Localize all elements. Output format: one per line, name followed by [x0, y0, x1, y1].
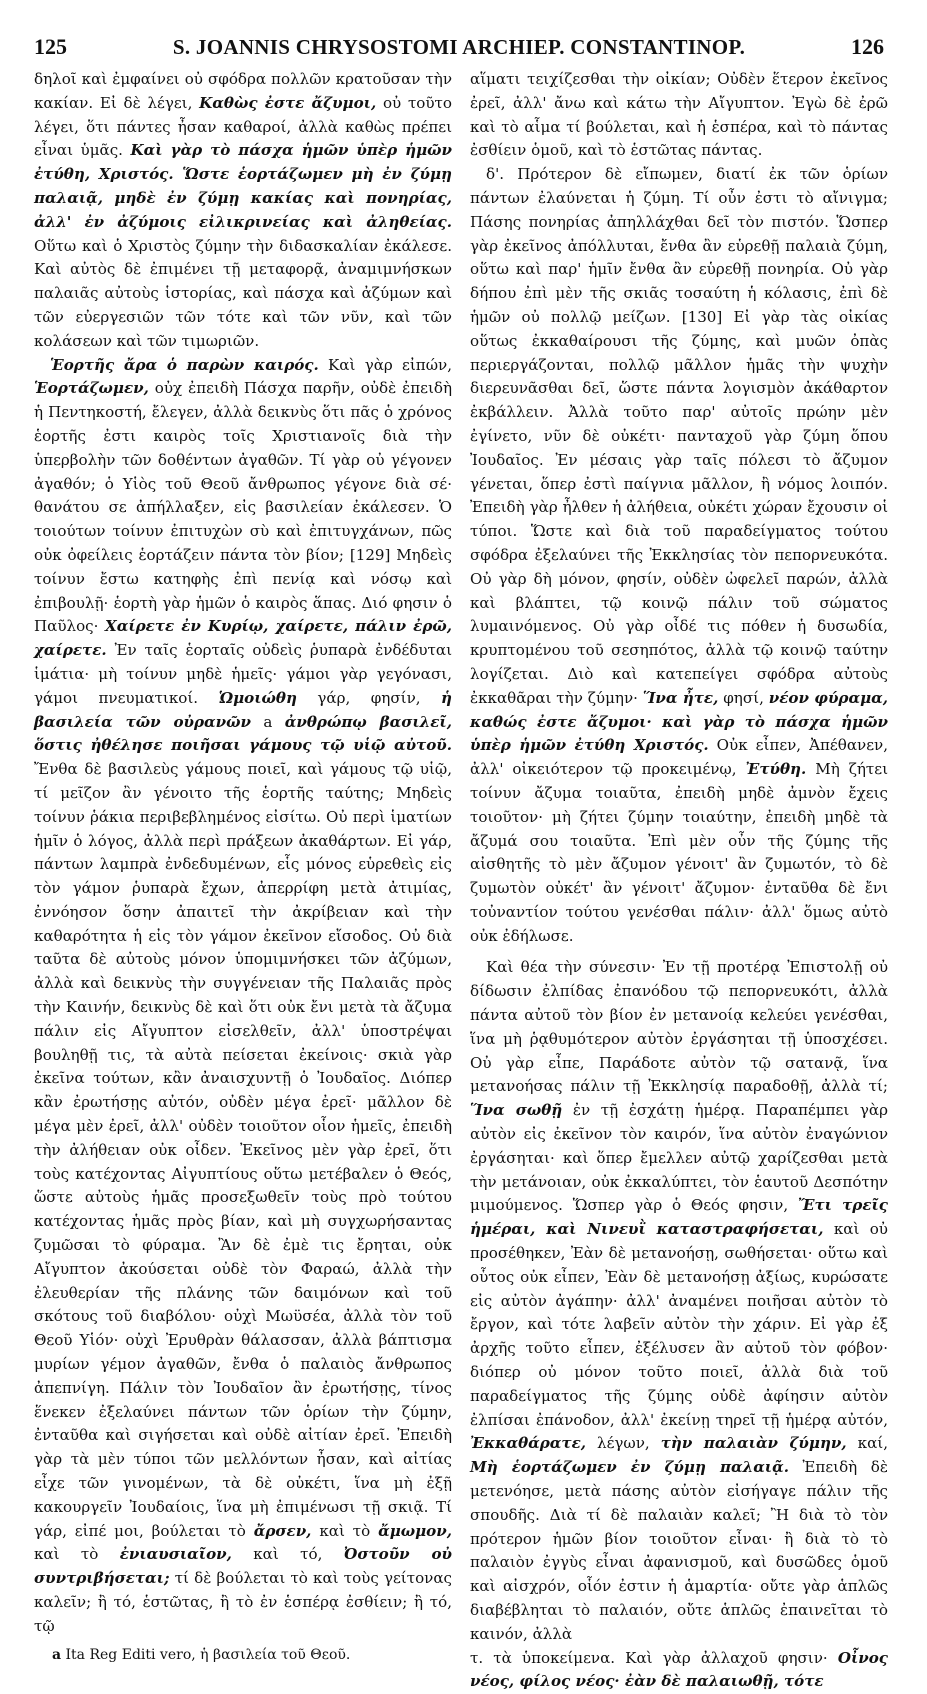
emphasis: Ἐτύθη. — [745, 760, 807, 779]
emphasis: Καθὼς ἐστε ἄζυμοι, — [199, 93, 377, 112]
footnote-text: Ita Reg Editi vero, ἡ βασιλεία τοῦ Θεοῦ. — [61, 1646, 351, 1663]
emphasis: τὴν παλαιὰν ζύμην, — [660, 1434, 847, 1453]
text-run: Ἔνθα δὲ βασιλεὺς γάμους ποιεῖ, καὶ γάμους τῷ υἱῷ, τί μεῖζον ἂν γένοιτο τῆς ἑορτῆς ταύτης; Μηδεὶς τοίνυν ῥάκια περιβεβλημένος εἰσίτω. Οὐ περὶ ἱματίων ἡμῖν ὁ λόγος, ἀλλὰ περὶ πράξεων ἀκαθάρτων. Εἰ γάρ, πάντων λαμπρὰ ἐνδεδυμένων, εἷς μόνος εὑρεθεὶς εἰς τὸν γάμον ῥυπαρὰ ἔχων, ἀπερρίφη μετὰ ἀτιμίας, ἐννόησον ὅσην ἀπαιτεῖ τὴν ἀκρίβειαν καὶ τὴν καθαρότητα ἡ εἰς τὸν γάμον ἐκεῖνον εἴσοδος. Οὐ διὰ ταῦτα δὲ αὐτοὺς μόνον ὑπομιμνήσκει τῶν ἀζύμων, ἀλλὰ καὶ δεικνὺς τὴν συγγένειαν τῆς Παλαιᾶς πρὸς τὴν Καινήν, δεικνὺς δὲ καὶ ὅτι οὐκ ἔνι μετὰ τὰ ἄζυμα πάλιν εἰς Αἴγυπτον εἰσελθεῖν, ἀλλ' ὑποστρέψαι βουληθῇ τις, τὰ αὐτὰ πείσεται ἐκείνοις· σκιὰ γὰρ ἐκεῖνα τούτων, κἂν ἀναισχυντῇ ὁ Ἰουδαῖος. Διόπερ κἂν ἐρωτήσῃς αὐτόν, οὐδὲν μέγα ἐρεῖ· μᾶλλον δὲ μέγα μὲν ἐρεῖ, ἀλλ' οὐδὲν τοιοῦτον οἷον ἡμεῖς, ἐπειδὴ τὴν ἀλήθειαν οὐκ οἶδεν. Ἐκεῖνος μὲν γὰρ ἐρεῖ, ὅτι τοὺς κατέχοντας Αἰγυπτίους οὕτω μετέβαλεν ὁ Θεός, ὥστε αὐτοὺς ἡμᾶς προσεξωθεῖν τοὺς πρὸ τούτου κατέχοντας ἡμᾶς πρὸς βίαν, καὶ μὴ συγχωρήσαντας ζυμῶσαι τὸ φύραμα. Ἂν δὲ ἐμὲ τις ἔρηται, οὐκ Αἴγυπτον ἀκούσεται οὐδὲ τὸν Φαραώ, ἀλλὰ τὴν ἐλευθερίαν τῆς πλάνης τῶν δαιμόνων καὶ τοῦ σκότους τοῦ διαβόλου· οὐχὶ Μωϋσέα, ἀλλὰ τὸν τοῦ Θεοῦ Υἱόν· οὐχὶ Ἐρυθρὰν θάλασσαν, ἀλλὰ βάπτισμα μυρίων γέμον ἀγαθῶν, ἔνθα ὁ παλαιὸς ἄνθρωπος ἀπεπνίγη. Πάλιν τὸν Ἰουδαῖον ἂν ἐρωτήσῃς, τίνος ἕνεκεν ἐξελαύνει πάντων τῶν ὁρίων τὴν ζύμην, ἐνταῦθα καὶ σιγήσεται καὶ οὐδὲ αἰτίαν ἐρεῖ. Ἐπειδὴ γὰρ τὰ μὲν τύποι τῶν μελλόντων ἦσαν, καὶ αἰτίας εἶχε τῶν γινομένων, τὰ δὲ οὐκέτι, ἵνα μὴ ἐξῇ κακουργεῖν Ἰουδαίοις, ἵνα μὴ ἐπιμένωσι τῇ σκιᾷ. Τί γάρ, εἰπέ μοι, βούλεται τὸ — [34, 760, 452, 1540]
text-run: γάρ, φησίν, — [296, 688, 442, 707]
footnote — [34, 1645, 452, 1665]
paragraph — [470, 956, 888, 1646]
emphasis: ἡ βασιλεία τῶν οὐρανῶν — [34, 688, 452, 731]
text-run: αἵματι τειχίζεσθαι τὴν οἰκίαν; Οὐδὲν ἕτερον ἐκεῖνος ἐρεῖ, ἀλλ' ἄνω καὶ κάτω τὴν Αἴγυπτον. Ἐγὼ δὲ ἐρῶ καὶ τὸ αἷμα τί βούλεται, καὶ ἡ ἑσπέρα, καὶ τὸ πάντας ἐσθίειν ὁμοῦ, καὶ τὸ ἑστῶτας πάντας. — [470, 70, 888, 160]
emphasis: Ἑορτάζωμεν, — [34, 379, 149, 398]
text-run: Οὕτω καὶ ὁ Χριστὸς ζύμην τὴν διδασκαλίαν ἐκάλεσε. Καὶ αὐτὸς δὲ ἐπιμένει τῇ μεταφορᾷ, ἀναμιμνήσκων παλαιᾶς αὐτοὺς ἱστορίας, καὶ πάσχα καὶ ἀζύμων καὶ τῶν εὐεργεσιῶν τῶν τότε καὶ τῶν νῦν, καὶ τῶν κολάσεων καὶ τῶν τιμωριῶν. — [34, 236, 452, 350]
scripture-quote: Καὶ γὰρ τὸ πάσχα ἡμῶν ὑπὲρ ἡμῶν ἐτύθη, Χριστός. Ὥστε ἑορτάζωμεν μὴ ἐν ζύμῃ παλαιᾷ, μηδὲ ἐν ζύμῃ κακίας καὶ πονηρίας, ἀλλ' ἐν ἀζύμοις εἰλικρινείας καὶ ἀληθείας. — [34, 141, 452, 231]
emphasis: ἄμωμον, — [378, 1521, 452, 1540]
signature-mark: τ. — [470, 1648, 484, 1667]
closing-line — [470, 1647, 888, 1694]
text-run: τί δὲ βούλεται τὸ καὶ τοὺς γείτονας καλεῖν; ἢ τό, ἑστῶτας, ἢ τὸ ἐν ἑσπέρᾳ ἐσθίειν; ἢ τό, τῷ — [34, 1569, 452, 1635]
footnote-label: a — [52, 1646, 62, 1663]
text-run: Ἐν ταῖς ἑορταῖς οὐδεὶς ῥυπαρὰ ἐνδέδυται ἱμάτια· μὴ τοίνυν μηδὲ ἡμεῖς· γάμοι γὰρ γεγόνασι, γάμοι πνευματικοί. — [34, 641, 452, 707]
emphasis: Ἵνα ἦτε, — [642, 688, 719, 707]
text-run: λέγων, — [586, 1434, 661, 1453]
scripture-quote: ἀνθρώπῳ βασιλεῖ, ὅστις ἠθέλησε ποιῆσαι γάμους τῷ υἱῷ αὐτοῦ. — [34, 712, 452, 755]
emphasis: ἐνιαυσιαῖον, — [119, 1545, 232, 1564]
text-run: Ἐπειδὴ δὲ μετενόησε, μετὰ πάσης αὐτὸν εἰσήγαγε πάλιν τῆς σπουδῆς. Διὰ τί δὲ παλαιὰν καλεῖ; Ἢ διὰ τὸ τὸν πρότερον ἡμῶν βίον τοιοῦτον εἶναι· ἢ διὰ τὸ τὸ παλαιὸν ἐγγὺς εἶναι ἀφανισμοῦ, καὶ δυσῶδες ὁμοῦ καὶ αἰσχρόν, οἷόν ἐστιν ἡ ἁμαρτία· οὔτε γὰρ ἁπλῶς διαβέβληται τὸ παλαιόν, οὔτε ἁπλῶς ἐπαινεῖται τὸ καινόν, ἀλλὰ — [470, 1458, 888, 1643]
emphasis: Ἵνα σωθῇ — [470, 1101, 563, 1120]
scripture-quote: Οἶνος νέος, φίλος νέος· ἐὰν δὲ παλαιωθῇ, τότε — [470, 1648, 888, 1691]
text-run: ἐν τῇ ἐσχάτῃ ἡμέρᾳ. Παραπέμπει γὰρ αὐτὸν εἰς ἐκεῖνον τὸν καιρόν, ἵνα αὐτὸν ἐναγώνιον ἐργάσηται· καὶ ὅπερ ἔμελλεν αὐτῷ χαρίζεσθαι μετὰ τὴν μετάνοιαν, οὐκ ἐκκαλύπτει, τὸν ἑαυτοῦ Δεσπότην μιμούμενος. Ὥσπερ γὰρ ὁ Θεός φησιν, — [470, 1101, 888, 1215]
paragraph — [470, 68, 888, 163]
scripture-quote: Ὀστοῦν οὐ συντριβήσεται; — [34, 1545, 452, 1588]
paragraph — [34, 68, 452, 354]
text-run: καί, — [846, 1434, 888, 1453]
text-run: Καὶ θέα τὴν σύνεσιν· Ἐν τῇ προτέρᾳ Ἐπιστολῇ οὐ δίδωσιν ἐλπίδας ἐπανόδου τῷ πεπορνευκότι, ἀλλὰ πάντα αὐτοῦ τὸν βίον ἐν μετανοίᾳ κελεύει γενέσθαι, ἵνα μὴ ῥᾳθυμότερον αὐτὸν ἐργάσηται τῇ ὑποσχέσει. Οὐ γὰρ εἶπε, Παράδοτε αὐτὸν τῷ σατανᾷ, ἵνα μετανοήσας πάλιν τῇ Ἐκκλησίᾳ παραδοθῇ, ἀλλὰ τί; — [470, 958, 888, 1096]
scripture-quote: Χαίρετε ἐν Κυρίῳ, χαίρετε, πάλιν ἐρῶ, χαίρετε. — [34, 617, 452, 660]
paragraph — [34, 354, 452, 1639]
emphasis: Ἑορτῆς ἄρα ὁ παρὼν καιρός. — [50, 355, 319, 374]
text-run: καὶ τὸ — [311, 1521, 379, 1540]
text-run: δηλοῖ καὶ ἐμφαίνει οὐ σφόδρα πολλῶν κρατοῦσαν τὴν κακίαν. Εἰ δὲ λέγει, — [34, 70, 452, 112]
right-column — [470, 68, 889, 1691]
paragraph — [470, 163, 888, 948]
scripture-quote: Μὴ ἑορτάζωμεν ἐν ζύμῃ παλαιᾷ. — [470, 1458, 789, 1477]
text-run: Καὶ γὰρ εἰπών, — [318, 355, 452, 374]
text-run: δ'. Πρότερον δὲ εἴπωμεν, διατί ἐκ τῶν ὁρίων πάντων ἐλαύνεται ἡ ζύμη. Τί οὖν ἐστι τὸ αἴνιγμα; Πάσης πονηρίας ἀπηλλάχθαι δεῖ τὸν πιστόν. Ὥσπερ γὰρ ἐκεῖνος ἀπόλλυται, ἔνθα ἂν εὑρεθῇ παλαιὰ ζύμη, οὕτω καὶ παρ' ἡμῖν ἔνθα ἂν εὑρεθῇ πονηρία. Οὐ γὰρ δήπου ἐπὶ μὲν τῆς σκιᾶς τοσαύτη ἡ κόλασις, ἐπὶ δὲ ἡμῶν οὐ πολλῷ μείζων. [130] Εἰ γὰρ τὰς οἰκίας οὕτως ἐκκαθαίρουσι τῆς ζύμης, καὶ μυῶν ὀπὰς περιεργάζονται, πολλῷ μᾶλλον ἡμᾶς τὴν ψυχὴν διερευνᾶσθαι δεῖ, ὥστε πάντα λογισμὸν ἀκάθαρτον ἐκβάλλειν. Ἀλλὰ τοῦτο παρ' αὐτοῖς πρώην μὲν ἐγίνετο, νῦν δὲ οὐκέτι· πανταχοῦ γὰρ ζύμη ὅπου Ἰουδαῖος. Ἐν μέσαις γὰρ ταῖς πόλεσι τὸ ἄζυμον γένεται, ὅπερ ἐστὶ παίγνια μᾶλλον, ἢ νόμος λοιπόν. Ἐπειδὴ γὰρ ἦλθεν ἡ ἀλήθεια, οὐκέτι χώραν ἔχουσιν οἱ τύποι. Ὥστε καὶ διὰ τοῦ παραδείγματος τούτου σφόδρα ἐξελαύνει τῆς Ἐκκλησίας τὸν πεπορνευκότα. Οὐ γὰρ δὴ μόνον, φησίν, οὐδὲν ὠφελεῖ παρών, ἀλλὰ καὶ βλάπτει, τῷ κοινῷ πάλιν τοῦ σώματος λυμαινόμενος. Οὐ γὰρ οἶδέ τις πόθεν ἡ δυσωδία, κρυπτομένου τοῦ σεσηπότος, ἀλλὰ τῷ κοινῷ ταύτην λογίζεται. Διὸ καὶ κατεπείγει σφόδρα αὐτοὺς ἐκκαθᾶραι τὴν ζύμην· — [470, 165, 888, 707]
left-column — [34, 68, 452, 1663]
page-header — [34, 34, 884, 62]
text-run: τὰ ὑποκείμενα. Καὶ γὰρ ἀλλαχοῦ φησιν· — [483, 1648, 838, 1667]
text-run: φησί, — [718, 688, 769, 707]
scripture-quote: Ἔτι τρεῖς ἡμέραι, καὶ Νινευῒ καταστραφήσεται, — [470, 1196, 888, 1239]
text-run: καὶ οὐ προσέθηκεν, Ἐὰν δὲ μετανοήσῃ, σωθήσεται· οὕτω καὶ οὗτος οὐκ εἶπεν, Ἐὰν δὲ μετανοήσῃ ἀξίως, κυρώσατε εἰς αὐτὸν ἀγάπην· ἀλλ' ἀναμένει ποιῆσαι αὐτὸν τὸ ἔργον, καὶ τότε λαβεῖν αὐτὸν τὴν χάριν. Εἰ γὰρ ἐξ ἀρχῆς τοῦτο εἶπεν, ἐξέλυσεν ἂν αὐτοῦ τὸν φόβον· διόπερ οὐ μόνον τοῦτο ποιεῖ, ἀλλὰ διὰ τοῦ παραδείγματος τῆς ζύμης οὐδὲ ἀφίησιν αὐτὸν ἐλπίσαι ἐπάνοδον, ἀλλ' ἐκείνῃ τηρεῖ τῇ ἡμέρᾳ αὐτόν, — [470, 1220, 888, 1429]
text-run: Μὴ ζήτει τοίνυν ἄζυμα τοιαῦτα, ἐπειδὴ μηδὲ ἀμνὸν ἔχεις τοιοῦτον· μὴ ζήτει ζύμην τοιαύτην, ἐπειδὴ μηδὲ τὰ ἄζυμά σου τοιαῦτα. Ἐπὶ μὲν οὖν τῆς ζύμης τῆς αἰσθητῆς τὸ μὲν ἄζυμον γένοιτ' ἂν ζυμωτόν, τὸ δὲ ζυμωτὸν οὐκέτ' ἂν γένοιτ' ἄζυμον· ἐνταῦθα δὲ ἔνι τοὐναντίον τούτου γενέσθαι πάλιν· ἀλλ' ὅμως αὐτὸ οὐκ ἐδήλωσε. — [470, 760, 889, 945]
footnote-marker: a — [250, 712, 285, 731]
text-run: καὶ τὸ — [34, 1545, 120, 1564]
emphasis: Ὡμοιώθη — [218, 688, 297, 707]
emphasis: Ἐκκαθάρατε, — [470, 1434, 587, 1453]
text-run: οὐ τοῦτο λέγει, ὅτι πάντες ἦσαν καθαροί, ἀλλὰ καθὼς πρέπει εἶναι ὑμᾶς. — [34, 93, 452, 160]
text-run: οὐχ ἐπειδὴ Πάσχα παρῆν, οὐδὲ ἐπειδὴ ἡ Πεντηκοστή, ἔλεγεν, ἀλλὰ δεικνὺς ὅτι πᾶς ὁ χρόνος ἑορτῆς ἐστι καιρὸς τοῖς Χριστιανοῖς διὰ τὴν ὑπερβολὴν τῶν δοθέντων ἀγαθῶν. Τί γὰρ οὐ γέγονεν ἀγαθόν; ὁ Υἱὸς τοῦ Θεοῦ ἄνθρωπος γέγονε διὰ σέ· θανάτου σε ἀπήλλαξεν, εἰς βασιλείαν ἐκάλεσεν. Ὁ τοιούτων τοίνυν ἐπιτυχὼν σὺ καὶ ἐπιτυγχάνων, πῶς οὐκ ὀφείλεις ἑορτάζειν πάντα τὸν βίον; [129] Μηδεὶς τοίνυν ἔστω κατηφὴς ἐπὶ πενίᾳ καὶ νόσῳ καὶ ἐπιβουλῇ· ἑορτὴ γὰρ ἡμῶν ὁ καιρὸς ἅπας. Διό φησιν ὁ Παῦλος· — [34, 379, 452, 636]
text-run: Οὐκ εἶπεν, Ἀπέθανεν, ἀλλ' οἰκειότερον τῷ προκειμένῳ, — [470, 736, 888, 779]
emphasis: ἄρσεν, — [253, 1521, 312, 1540]
running-title: S. JOANNIS CHRYSOSTOMI ARCHIEP. CONSTANTINOP. — [172, 35, 746, 59]
page-number-right: 126 — [851, 34, 884, 59]
scripture-quote: νέον φύραμα, καθώς ἐστε ἄζυμοι· καὶ γὰρ τὸ πάσχα ἡμῶν ὑπὲρ ἡμῶν ἐτύθη Χριστός. — [470, 688, 888, 755]
page-number-left: 125 — [34, 34, 67, 59]
text-run: καὶ τό, — [231, 1545, 344, 1564]
